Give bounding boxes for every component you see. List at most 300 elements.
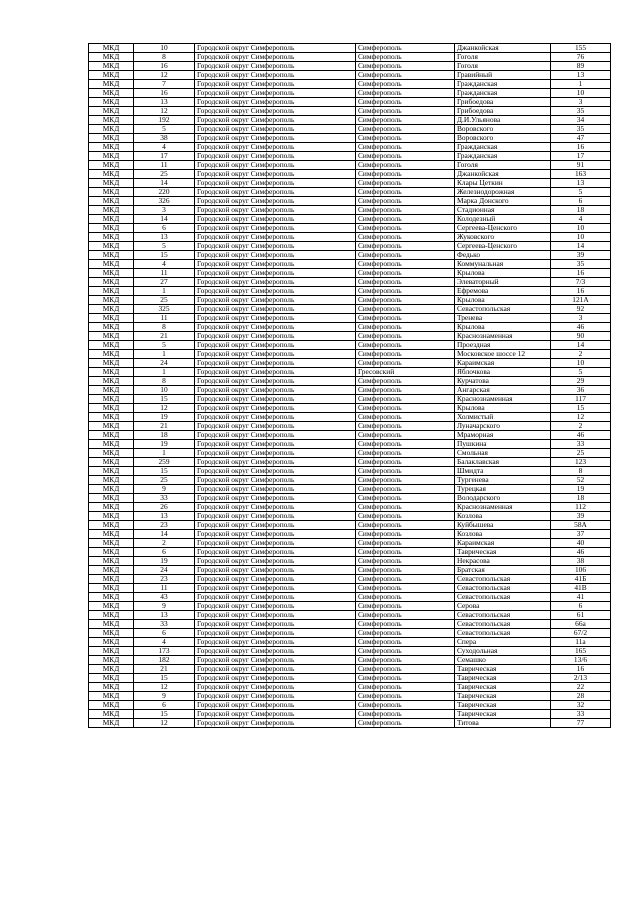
city-cell: Симферополь <box>356 458 455 467</box>
building-type-cell: МКД <box>89 719 134 728</box>
building-type-cell: МКД <box>89 548 134 557</box>
street-cell: Пушкина <box>455 440 551 449</box>
table-row <box>89 71 611 80</box>
street-cell: Севастопольская <box>455 611 551 620</box>
building-type-cell: МКД <box>89 314 134 323</box>
building-type-cell: МКД <box>89 449 134 458</box>
city-cell: Симферополь <box>356 152 455 161</box>
street-cell: Яблочкова <box>455 368 551 377</box>
street-cell: Тургенева <box>455 476 551 485</box>
district-cell: Городской округ Симферополь <box>195 233 356 242</box>
house-number-cell: 16 <box>551 287 611 296</box>
street-cell: Клары Цеткин <box>455 179 551 188</box>
city-cell: Симферополь <box>356 44 455 53</box>
count-cell: 33 <box>134 494 195 503</box>
street-cell: Проездная <box>455 341 551 350</box>
house-number-cell: 33 <box>551 710 611 719</box>
building-type-cell: МКД <box>89 269 134 278</box>
table-row <box>89 431 611 440</box>
building-type-cell: МКД <box>89 530 134 539</box>
table-row <box>89 188 611 197</box>
district-cell: Городской округ Симферополь <box>195 80 356 89</box>
count-cell: 25 <box>134 170 195 179</box>
city-cell: Симферополь <box>356 98 455 107</box>
street-cell: Стадионная <box>455 206 551 215</box>
city-cell: Симферополь <box>356 386 455 395</box>
table-row <box>89 242 611 251</box>
city-cell: Симферополь <box>356 53 455 62</box>
table-row <box>89 125 611 134</box>
street-cell: Джанкойская <box>455 44 551 53</box>
building-type-cell: МКД <box>89 593 134 602</box>
district-cell: Городской округ Симферополь <box>195 602 356 611</box>
house-number-cell: 6 <box>551 197 611 206</box>
city-cell: Симферополь <box>356 449 455 458</box>
district-cell: Городской округ Симферополь <box>195 494 356 503</box>
building-type-cell: МКД <box>89 53 134 62</box>
house-number-cell: 18 <box>551 494 611 503</box>
street-cell: Таврическая <box>455 665 551 674</box>
house-number-cell: 76 <box>551 53 611 62</box>
house-number-cell: 89 <box>551 62 611 71</box>
table-row <box>89 314 611 323</box>
district-cell: Городской округ Симферополь <box>195 530 356 539</box>
street-cell: Таврическая <box>455 710 551 719</box>
table-row <box>89 44 611 53</box>
table-row <box>89 269 611 278</box>
house-number-cell: 34 <box>551 116 611 125</box>
count-cell: 5 <box>134 341 195 350</box>
city-cell: Симферополь <box>356 188 455 197</box>
district-cell: Городской округ Симферополь <box>195 368 356 377</box>
street-cell: Крылова <box>455 296 551 305</box>
district-cell: Городской округ Симферополь <box>195 719 356 728</box>
table-row <box>89 485 611 494</box>
district-cell: Городской округ Симферополь <box>195 665 356 674</box>
count-cell: 5 <box>134 242 195 251</box>
street-cell: Балаклавская <box>455 458 551 467</box>
district-cell: Городской округ Симферополь <box>195 278 356 287</box>
building-type-cell: МКД <box>89 224 134 233</box>
table-row <box>89 602 611 611</box>
count-cell: 17 <box>134 152 195 161</box>
street-cell: Гражданская <box>455 152 551 161</box>
city-cell: Симферополь <box>356 485 455 494</box>
building-type-cell: МКД <box>89 143 134 152</box>
building-type-cell: МКД <box>89 386 134 395</box>
building-type-cell: МКД <box>89 395 134 404</box>
count-cell: 13 <box>134 233 195 242</box>
city-cell: Симферополь <box>356 89 455 98</box>
table-row <box>89 449 611 458</box>
street-cell: Гравийный <box>455 71 551 80</box>
city-cell: Симферополь <box>356 413 455 422</box>
count-cell: 23 <box>134 575 195 584</box>
house-number-cell: 10 <box>551 89 611 98</box>
street-cell: Гоголя <box>455 53 551 62</box>
city-cell: Симферополь <box>356 638 455 647</box>
street-cell: Гоголя <box>455 161 551 170</box>
table-row <box>89 548 611 557</box>
table-row <box>89 701 611 710</box>
district-cell: Городской округ Симферополь <box>195 53 356 62</box>
street-cell: Марка Донского <box>455 197 551 206</box>
street-cell: Гражданская <box>455 143 551 152</box>
house-number-cell: 25 <box>551 449 611 458</box>
building-type-cell: МКД <box>89 350 134 359</box>
count-cell: 9 <box>134 692 195 701</box>
building-type-cell: МКД <box>89 368 134 377</box>
house-number-cell: 13 <box>551 71 611 80</box>
count-cell: 11 <box>134 584 195 593</box>
district-cell: Городской округ Симферополь <box>195 242 356 251</box>
city-cell: Симферополь <box>356 143 455 152</box>
street-cell: Братская <box>455 566 551 575</box>
count-cell: 33 <box>134 620 195 629</box>
house-number-cell: 41 <box>551 593 611 602</box>
city-cell: Симферополь <box>356 242 455 251</box>
building-type-cell: МКД <box>89 440 134 449</box>
count-cell: 12 <box>134 683 195 692</box>
house-number-cell: 66а <box>551 620 611 629</box>
street-cell: Караимская <box>455 359 551 368</box>
count-cell: 8 <box>134 323 195 332</box>
building-type-cell: МКД <box>89 377 134 386</box>
count-cell: 192 <box>134 116 195 125</box>
house-number-cell: 7/3 <box>551 278 611 287</box>
street-cell: Шмидта <box>455 467 551 476</box>
district-cell: Городской округ Симферополь <box>195 683 356 692</box>
table-row <box>89 458 611 467</box>
street-cell: Караимская <box>455 539 551 548</box>
city-cell: Симферополь <box>356 674 455 683</box>
district-cell: Городской округ Симферополь <box>195 629 356 638</box>
building-type-cell: МКД <box>89 557 134 566</box>
building-type-cell: МКД <box>89 179 134 188</box>
table-row <box>89 377 611 386</box>
building-type-cell: МКД <box>89 251 134 260</box>
table-row <box>89 251 611 260</box>
district-cell: Городской округ Симферополь <box>195 485 356 494</box>
district-cell: Городской округ Симферополь <box>195 359 356 368</box>
building-type-cell: МКД <box>89 467 134 476</box>
building-type-cell: МКД <box>89 197 134 206</box>
count-cell: 220 <box>134 188 195 197</box>
count-cell: 6 <box>134 548 195 557</box>
table-row <box>89 134 611 143</box>
count-cell: 15 <box>134 467 195 476</box>
building-type-cell: МКД <box>89 431 134 440</box>
building-type-cell: МКД <box>89 566 134 575</box>
city-cell: Симферополь <box>356 440 455 449</box>
count-cell: 16 <box>134 62 195 71</box>
house-number-cell: 28 <box>551 692 611 701</box>
district-cell: Городской округ Симферополь <box>195 503 356 512</box>
count-cell: 21 <box>134 332 195 341</box>
district-cell: Городской округ Симферополь <box>195 566 356 575</box>
district-cell: Городской округ Симферополь <box>195 449 356 458</box>
district-cell: Городской округ Симферополь <box>195 179 356 188</box>
house-number-cell: 14 <box>551 242 611 251</box>
table-row <box>89 719 611 728</box>
house-number-cell: 77 <box>551 719 611 728</box>
house-number-cell: 3 <box>551 98 611 107</box>
district-cell: Городской округ Симферополь <box>195 116 356 125</box>
building-type-cell: МКД <box>89 692 134 701</box>
building-type-cell: МКД <box>89 359 134 368</box>
street-cell: Севастопольская <box>455 584 551 593</box>
city-cell: Симферополь <box>356 125 455 134</box>
building-type-cell: МКД <box>89 44 134 53</box>
district-cell: Городской округ Симферополь <box>195 152 356 161</box>
street-cell: Федько <box>455 251 551 260</box>
table-row <box>89 503 611 512</box>
house-number-cell: 90 <box>551 332 611 341</box>
table-row <box>89 179 611 188</box>
district-cell: Городской округ Симферополь <box>195 341 356 350</box>
count-cell: 13 <box>134 611 195 620</box>
district-cell: Городской округ Симферополь <box>195 215 356 224</box>
city-cell: Симферополь <box>356 503 455 512</box>
table-row <box>89 98 611 107</box>
count-cell: 2 <box>134 539 195 548</box>
building-type-cell: МКД <box>89 332 134 341</box>
city-cell: Симферополь <box>356 530 455 539</box>
district-cell: Городской округ Симферополь <box>195 260 356 269</box>
house-number-cell: 41В <box>551 584 611 593</box>
district-cell: Городской округ Симферополь <box>195 386 356 395</box>
street-cell: Воровского <box>455 134 551 143</box>
table-row <box>89 224 611 233</box>
street-cell: Тренева <box>455 314 551 323</box>
count-cell: 7 <box>134 80 195 89</box>
count-cell: 9 <box>134 485 195 494</box>
district-cell: Городской округ Симферополь <box>195 98 356 107</box>
district-cell: Городской округ Симферополь <box>195 539 356 548</box>
street-cell: Холмистый <box>455 413 551 422</box>
city-cell: Симферополь <box>356 287 455 296</box>
table-row <box>89 539 611 548</box>
count-cell: 13 <box>134 98 195 107</box>
table-row <box>89 161 611 170</box>
district-cell: Городской округ Симферополь <box>195 71 356 80</box>
street-cell: Элеваторный <box>455 278 551 287</box>
count-cell: 12 <box>134 719 195 728</box>
district-cell: Городской округ Симферополь <box>195 413 356 422</box>
district-cell: Городской округ Симферополь <box>195 350 356 359</box>
count-cell: 11 <box>134 314 195 323</box>
city-cell: Симферополь <box>356 170 455 179</box>
house-number-cell: 10 <box>551 359 611 368</box>
street-cell: Коммунальная <box>455 260 551 269</box>
district-cell: Городской округ Симферополь <box>195 476 356 485</box>
street-cell: Гоголя <box>455 62 551 71</box>
table-row <box>89 53 611 62</box>
street-cell: Козлова <box>455 512 551 521</box>
house-number-cell: 15 <box>551 404 611 413</box>
district-cell: Городской округ Симферополь <box>195 206 356 215</box>
district-cell: Городской округ Симферополь <box>195 611 356 620</box>
city-cell: Симферополь <box>356 296 455 305</box>
house-number-cell: 38 <box>551 557 611 566</box>
house-number-cell: 67/2 <box>551 629 611 638</box>
street-cell: Севастопольская <box>455 575 551 584</box>
building-type-cell: МКД <box>89 80 134 89</box>
district-cell: Городской округ Симферополь <box>195 62 356 71</box>
building-type-cell: МКД <box>89 629 134 638</box>
table-row <box>89 494 611 503</box>
city-cell: Симферополь <box>356 260 455 269</box>
count-cell: 19 <box>134 557 195 566</box>
count-cell: 1 <box>134 368 195 377</box>
district-cell: Городской округ Симферополь <box>195 161 356 170</box>
district-cell: Городской округ Симферополь <box>195 305 356 314</box>
city-cell: Симферополь <box>356 575 455 584</box>
building-type-cell: МКД <box>89 539 134 548</box>
city-cell: Симферополь <box>356 593 455 602</box>
count-cell: 24 <box>134 359 195 368</box>
count-cell: 26 <box>134 503 195 512</box>
street-cell: Сергеева-Ценского <box>455 224 551 233</box>
house-number-cell: 112 <box>551 503 611 512</box>
table-row <box>89 512 611 521</box>
table-row <box>89 62 611 71</box>
building-type-cell: МКД <box>89 323 134 332</box>
count-cell: 9 <box>134 602 195 611</box>
count-cell: 19 <box>134 440 195 449</box>
street-cell: Московское шоссе 12 <box>455 350 551 359</box>
house-number-cell: 3 <box>551 314 611 323</box>
city-cell: Гресовский <box>356 368 455 377</box>
table-row <box>89 611 611 620</box>
district-cell: Городской округ Симферополь <box>195 638 356 647</box>
table-row <box>89 152 611 161</box>
street-cell: Грибоедова <box>455 98 551 107</box>
street-cell: Краснознаменная <box>455 503 551 512</box>
house-number-cell: 1 <box>551 80 611 89</box>
table-row <box>89 665 611 674</box>
house-number-cell: 14 <box>551 341 611 350</box>
building-type-cell: МКД <box>89 503 134 512</box>
house-number-cell: 17 <box>551 152 611 161</box>
street-cell: Мраморная <box>455 431 551 440</box>
building-type-cell: МКД <box>89 188 134 197</box>
city-cell: Симферополь <box>356 161 455 170</box>
count-cell: 8 <box>134 377 195 386</box>
table-row <box>89 683 611 692</box>
count-cell: 3 <box>134 206 195 215</box>
city-cell: Симферополь <box>356 584 455 593</box>
city-cell: Симферополь <box>356 476 455 485</box>
street-cell: Таврическая <box>455 701 551 710</box>
street-cell: Луначарского <box>455 422 551 431</box>
city-cell: Симферополь <box>356 683 455 692</box>
district-cell: Городской округ Симферополь <box>195 134 356 143</box>
table-row <box>89 674 611 683</box>
street-cell: Крылова <box>455 323 551 332</box>
district-cell: Городской округ Симферополь <box>195 269 356 278</box>
table-row <box>89 557 611 566</box>
table-row <box>89 296 611 305</box>
district-cell: Городской округ Симферополь <box>195 656 356 665</box>
district-cell: Городской округ Симферополь <box>195 557 356 566</box>
city-cell: Симферополь <box>356 620 455 629</box>
count-cell: 15 <box>134 710 195 719</box>
district-cell: Городской округ Симферополь <box>195 377 356 386</box>
house-number-cell: 6 <box>551 602 611 611</box>
count-cell: 15 <box>134 674 195 683</box>
building-type-cell: МКД <box>89 458 134 467</box>
table-row <box>89 566 611 575</box>
street-cell: Курчатова <box>455 377 551 386</box>
count-cell: 8 <box>134 53 195 62</box>
house-number-cell: 8 <box>551 467 611 476</box>
table-row <box>89 692 611 701</box>
table-row <box>89 629 611 638</box>
city-cell: Симферополь <box>356 224 455 233</box>
count-cell: 12 <box>134 107 195 116</box>
street-cell: Гражданская <box>455 89 551 98</box>
table-row <box>89 287 611 296</box>
street-cell: Ангарская <box>455 386 551 395</box>
house-number-cell: 47 <box>551 134 611 143</box>
building-type-cell: МКД <box>89 422 134 431</box>
count-cell: 1 <box>134 350 195 359</box>
count-cell: 27 <box>134 278 195 287</box>
district-cell: Городской округ Симферополь <box>195 107 356 116</box>
count-cell: 12 <box>134 71 195 80</box>
district-cell: Городской округ Симферополь <box>195 170 356 179</box>
count-cell: 14 <box>134 530 195 539</box>
street-cell: Краснознаменная <box>455 332 551 341</box>
count-cell: 18 <box>134 431 195 440</box>
district-cell: Городской округ Симферополь <box>195 143 356 152</box>
table-row <box>89 638 611 647</box>
house-number-cell: 40 <box>551 539 611 548</box>
count-cell: 43 <box>134 593 195 602</box>
district-cell: Городской округ Симферополь <box>195 521 356 530</box>
table-row <box>89 404 611 413</box>
district-cell: Городской округ Симферополь <box>195 620 356 629</box>
count-cell: 12 <box>134 404 195 413</box>
city-cell: Симферополь <box>356 197 455 206</box>
house-number-cell: 35 <box>551 125 611 134</box>
house-number-cell: 163 <box>551 170 611 179</box>
building-type-cell: МКД <box>89 161 134 170</box>
street-cell: Смольная <box>455 449 551 458</box>
street-cell: Семашко <box>455 656 551 665</box>
district-cell: Городской округ Симферополь <box>195 512 356 521</box>
count-cell: 1 <box>134 449 195 458</box>
street-cell: Таврическая <box>455 683 551 692</box>
count-cell: 173 <box>134 647 195 656</box>
district-cell: Городской округ Симферополь <box>195 431 356 440</box>
count-cell: 14 <box>134 215 195 224</box>
table-row <box>89 575 611 584</box>
street-cell: Некрасова <box>455 557 551 566</box>
building-type-cell: МКД <box>89 62 134 71</box>
building-type-cell: МКД <box>89 260 134 269</box>
city-cell: Симферополь <box>356 107 455 116</box>
building-type-cell: МКД <box>89 665 134 674</box>
city-cell: Симферополь <box>356 701 455 710</box>
table-row <box>89 584 611 593</box>
district-cell: Городской округ Симферополь <box>195 287 356 296</box>
count-cell: 15 <box>134 395 195 404</box>
district-cell: Городской округ Симферополь <box>195 224 356 233</box>
street-cell: Сергеева-Ценского <box>455 242 551 251</box>
table-row <box>89 476 611 485</box>
